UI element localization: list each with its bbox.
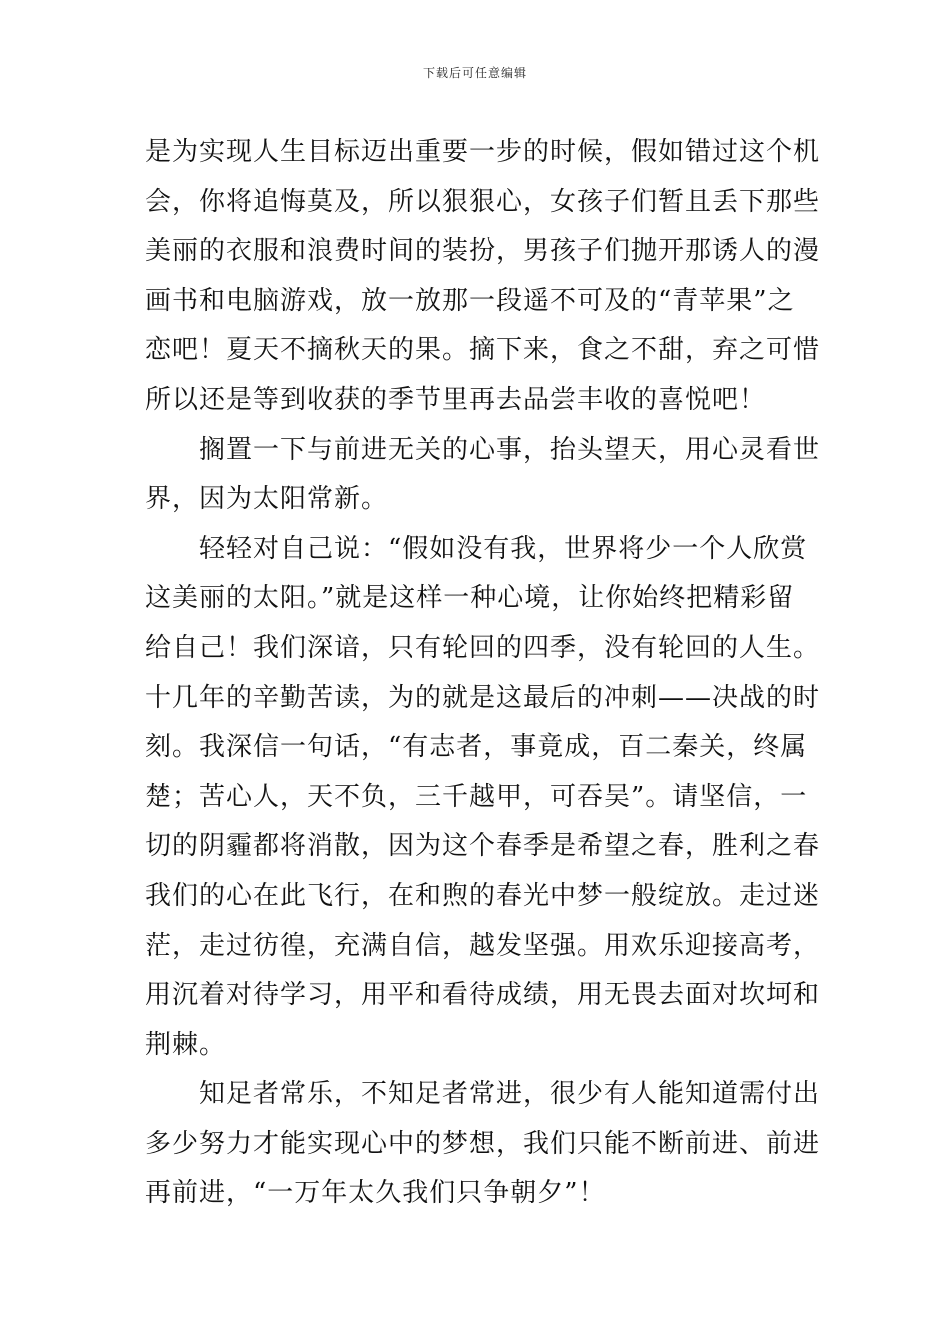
text-line: 给自己！我们深谙，只有轮回的四季，没有轮回的人生。: [145, 632, 821, 663]
text-line: 刻。我深信一句话，“有志者，事竟成，百二秦关，终属: [145, 732, 808, 763]
paragraph-first-line: 搁置一下与前进无关的心事，抬头望天，用心灵看世: [199, 434, 821, 465]
text-line: 这美丽的太阳。”就是这样一种心境，让你始终把精彩留: [145, 583, 795, 614]
text-line: 画书和电脑游戏，放一放那一段遥不可及的“青苹果”之: [145, 285, 795, 316]
paragraph-first-line: 轻轻对自己说：“假如没有我，世界将少一个人欣赏: [199, 533, 808, 564]
text-line: 荆棘。: [145, 1029, 227, 1060]
text-line: 是为实现人生目标迈出重要一步的时候，假如错过这个机: [145, 137, 821, 167]
text-line: 切的阴霾都将消散，因为这个春季是希望之春，胜利之春: [145, 831, 821, 862]
text-line: 用沉着对待学习，用平和看待成绩，用无畏去面对坎坷和: [145, 980, 821, 1011]
text-line: 界，因为太阳常新。: [145, 484, 389, 515]
text-line: 美丽的衣服和浪费时间的装扮，男孩子们抛开那诱人的漫: [145, 236, 821, 267]
document-body: [145, 128, 821, 1219]
text-line: 所以还是等到收获的季节里再去品尝丰收的喜悦吧！: [145, 384, 767, 415]
text-line: 十几年的辛勤苦读，为的就是这最后的冲刺——决战的时: [145, 682, 821, 713]
paragraph-first-line: 知足者常乐，不知足者常进，很少有人能知道需付出: [199, 1079, 821, 1110]
text-line: 茫，走过彷徨，充满自信，越发坚强。用欢乐迎接高考，: [145, 930, 821, 961]
text-line: 再前进，“一万年太久我们只争朝夕”！: [145, 1178, 606, 1209]
text-line: 会，你将追悔莫及，所以狠狠心，女孩子们暂且丢下那些: [145, 186, 821, 217]
text-line: 多少努力才能实现心中的梦想，我们只能不断前进、前进: [145, 1128, 821, 1159]
text-line: 恋吧！夏天不摘秋天的果。摘下来，食之不甜，弃之可惜: [145, 335, 821, 366]
text-line: 楚；苦心人，天不负，三千越甲，可吞吴”。请坚信，一: [145, 781, 808, 812]
text-line: 我们的心在此飞行，在和煦的春光中梦一般绽放。走过迷: [145, 880, 821, 911]
page-header: 下载后可任意编辑: [422, 66, 527, 80]
